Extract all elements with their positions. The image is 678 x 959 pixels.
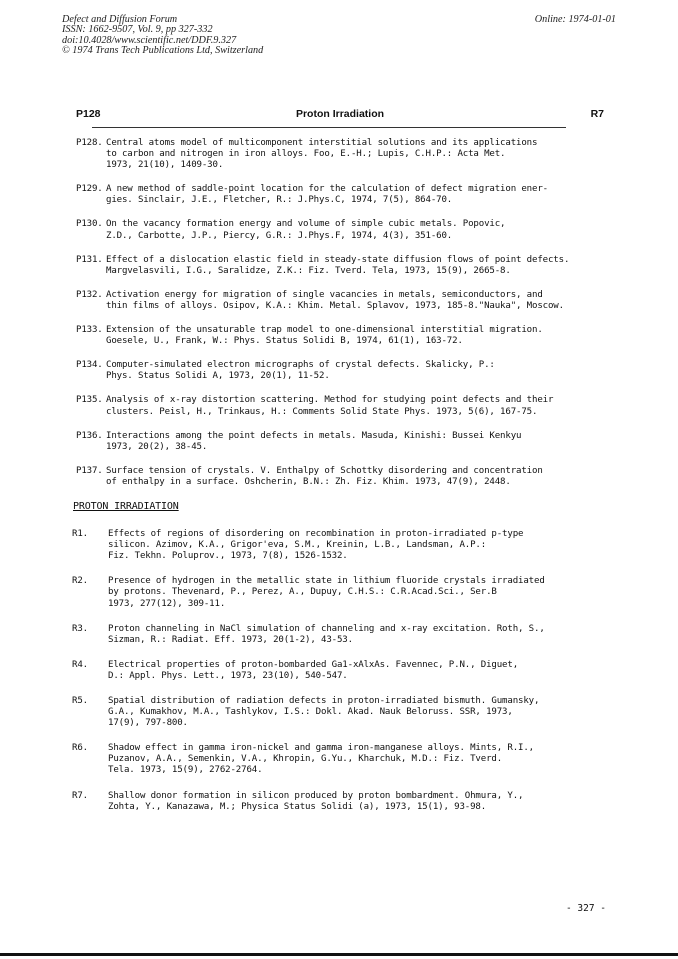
entry-line: Activation energy for migration of single vacancies in metals, semiconductors, and — [106, 289, 543, 300]
entry-label: R4. — [72, 659, 88, 670]
entry-line: gies. Sinclair, J.E., Fletcher, R.: J.Phys.C, 1974, 7(5), 864-70. — [106, 195, 453, 206]
reference-list — [72, 138, 616, 827]
entry-line: Electrical properties of proton-bombarded Ga1-xAlxAs. Favennec, P.N., Diguet, — [108, 659, 519, 670]
entry-line: Tela. 1973, 15(9), 2762-2764. — [108, 765, 263, 776]
reference-entry — [76, 290, 616, 312]
reference-entry — [72, 659, 616, 682]
entry-line: D.: Appl. Phys. Lett., 1973, 23(10), 540-547. — [108, 670, 348, 681]
entry-label: P136. — [76, 430, 103, 441]
reference-entry — [76, 466, 616, 488]
header-rule — [92, 127, 566, 128]
entry-label: R3. — [72, 623, 88, 634]
entry-line: by protons. Thevenard, P., Perez, A., Dupuy, C.H.S.: C.R.Acad.Sci., Ser.B — [108, 587, 497, 598]
entry-line: 1973, 20(2), 38-45. — [106, 441, 208, 452]
entry-label: P135. — [76, 395, 103, 406]
journal-name: Defect and Diffusion Forum — [62, 14, 178, 25]
entry-label: R7. — [72, 790, 88, 801]
entry-line: Central atoms model of multicomponent interstitial solutions and its applications — [106, 138, 538, 148]
entry-label: P130. — [76, 219, 103, 230]
issn-line: ISSN: 1662-9507, Vol. 9, pp 327-332 — [62, 24, 213, 36]
entry-line: Effect of a dislocation elastic field in steady-state diffusion flows of point defects. — [106, 254, 570, 265]
entry-line: Analysis of x-ray distortion scattering. Method for studying point defects and their — [106, 395, 554, 406]
reference-entry — [76, 255, 616, 277]
reference-entry — [76, 219, 616, 241]
reference-entry — [76, 395, 616, 417]
entry-label: R5. — [72, 696, 88, 706]
entry-line: A new method of saddle-point location for the calculation of defect migration ener- — [106, 184, 548, 195]
reference-entry — [72, 790, 616, 813]
reference-entry — [72, 529, 616, 562]
entry-label: P133. — [76, 325, 103, 336]
reference-entry — [76, 138, 616, 171]
reference-entry — [72, 576, 616, 609]
reference-entry — [76, 325, 616, 347]
running-head-left: P128 — [76, 108, 101, 120]
entry-line: Shadow effect in gamma iron-nickel and gamma iron-manganese alloys. Mints, R.I., — [108, 743, 534, 754]
entry-line: Fiz. Tekhn. Poluprov., 1973, 7(8), 1526-1532. — [108, 551, 348, 562]
running-head — [76, 108, 604, 122]
doi-line: doi:10.4028/www.scientific.net/DDF.9.327 — [62, 34, 237, 46]
entry-line: Sizman, R.: Radiat. Eff. 1973, 20(1-2), 43-53. — [108, 634, 353, 645]
running-head-center: Proton Irradiation — [295, 108, 385, 120]
entry-label: P134. — [76, 360, 103, 371]
entry-label: P129. — [76, 184, 103, 195]
entry-line: Goesele, U., Frank, W.: Phys. Status Solidi B, 1974, 61(1), 163-72. — [106, 336, 463, 347]
entry-line: Shallow donor formation in silicon produced by proton bombardment. Ohmura, Y., — [108, 790, 524, 801]
entry-line: Puzanov, A.A., Semenkin, V.A., Khropin, G.Yu., Kharchuk, M.D.: Fiz. Tverd. — [108, 754, 503, 765]
entry-label: P137. — [76, 465, 103, 476]
reference-entry — [76, 360, 616, 382]
entry-line: clusters. Peisl, H., Trinkaus, H.: Comments Solid State Phys. 1973, 5(6), 167-75. — [106, 406, 538, 417]
entry-line: Z.D., Carbotte, J.P., Piercy, G.R.: J.Phys.F, 1974, 4(3), 351-60. — [106, 230, 453, 241]
entry-line: Extension of the unsaturable trap model to one-dimensional interstitial migration. — [106, 325, 543, 336]
online-date: Online: 1974-01-01 — [534, 14, 616, 25]
entry-line: thin films of alloys. Osipov, K.A.: Khim. Metal. Splavov, 1973, 185-8."Nauka", Moscow. — [106, 300, 564, 311]
entry-line: Zohta, Y., Kanazawa, M.; Physica Status Solidi (a), 1973, 15(1), 93-98. — [108, 801, 487, 812]
reference-entry — [72, 696, 616, 729]
entry-line: silicon. Azimov, K.A., Grigor'eva, S.M., Kreinin, L.B., Landsman, A.P.: — [108, 540, 487, 551]
entry-line: 1973, 21(10), 1409-30. — [106, 160, 224, 171]
entry-line: On the vacancy formation energy and volume of simple cubic metals. Popovic, — [106, 219, 506, 230]
entry-line: 17(9), 797-800. — [108, 718, 188, 729]
r-entries — [72, 529, 616, 813]
entry-line: 1973, 277(12), 309-11. — [108, 598, 226, 609]
reference-entry — [76, 184, 616, 206]
entry-line: Margvelasvili, I.G., Saralidze, Z.K.: Fiz. Tverd. Tela, 1973, 15(9), 2665-8. — [106, 265, 511, 276]
entry-line: Proton channeling in NaCl simulation of channeling and x-ray excitation. Roth, S., — [108, 623, 545, 634]
entry-line: Phys. Status Solidi A, 1973, 20(1), 11-52. — [106, 371, 330, 382]
p-entries — [76, 138, 616, 488]
entry-label: R1. — [72, 529, 88, 540]
entry-label: R2. — [72, 576, 88, 587]
publication-meta — [62, 15, 616, 57]
entry-line: Interactions among the point defects in metals. Masuda, Kinishi: Bussei Kenkyu — [106, 430, 522, 441]
copyright-line: © 1974 Trans Tech Publications Ltd, Switzerland — [62, 45, 264, 57]
entry-line: Spatial distribution of radiation defects in proton-irradiated bismuth. Gumansky, — [108, 696, 540, 706]
entry-line: to carbon and nitrogen in iron alloys. Foo, E.-H.; Lupis, C.H.P.: Acta Met. — [106, 149, 506, 160]
entry-label: P132. — [76, 289, 103, 300]
entry-line: Presence of hydrogen in the metallic state in lithium fluoride crystals irradiated — [108, 576, 545, 587]
section-title: PROTON IRRADIATION — [73, 500, 179, 512]
entry-line: Surface tension of crystals. V. Enthalpy of Schottky disordering and concentration — [106, 465, 543, 476]
entry-label: P128. — [76, 138, 103, 148]
entry-line: Computer-simulated electron micrographs of crystal defects. Skalicky, P.: — [106, 360, 495, 371]
entry-line: of enthalpy in a surface. Oshcherin, B.N.: Zh. Fiz. Khim. 1973, 47(9), 2448. — [106, 476, 511, 487]
entry-label: R6. — [72, 743, 88, 754]
running-head-right: R7 — [590, 108, 604, 120]
reference-entry — [72, 743, 616, 776]
bottom-rule — [0, 953, 678, 956]
entry-label: P131. — [76, 254, 103, 265]
reference-entry — [76, 431, 616, 453]
entry-line: Effects of regions of disordering on recombination in proton-irradiated p-type — [108, 529, 524, 540]
entry-line: G.A., Kumakhov, M.A., Tashlykov, I.S.: Dokl. Akad. Nauk Beloruss. SSR, 1973, — [108, 707, 513, 718]
reference-entry — [72, 623, 616, 646]
page-number: - 327 - — [565, 903, 606, 914]
